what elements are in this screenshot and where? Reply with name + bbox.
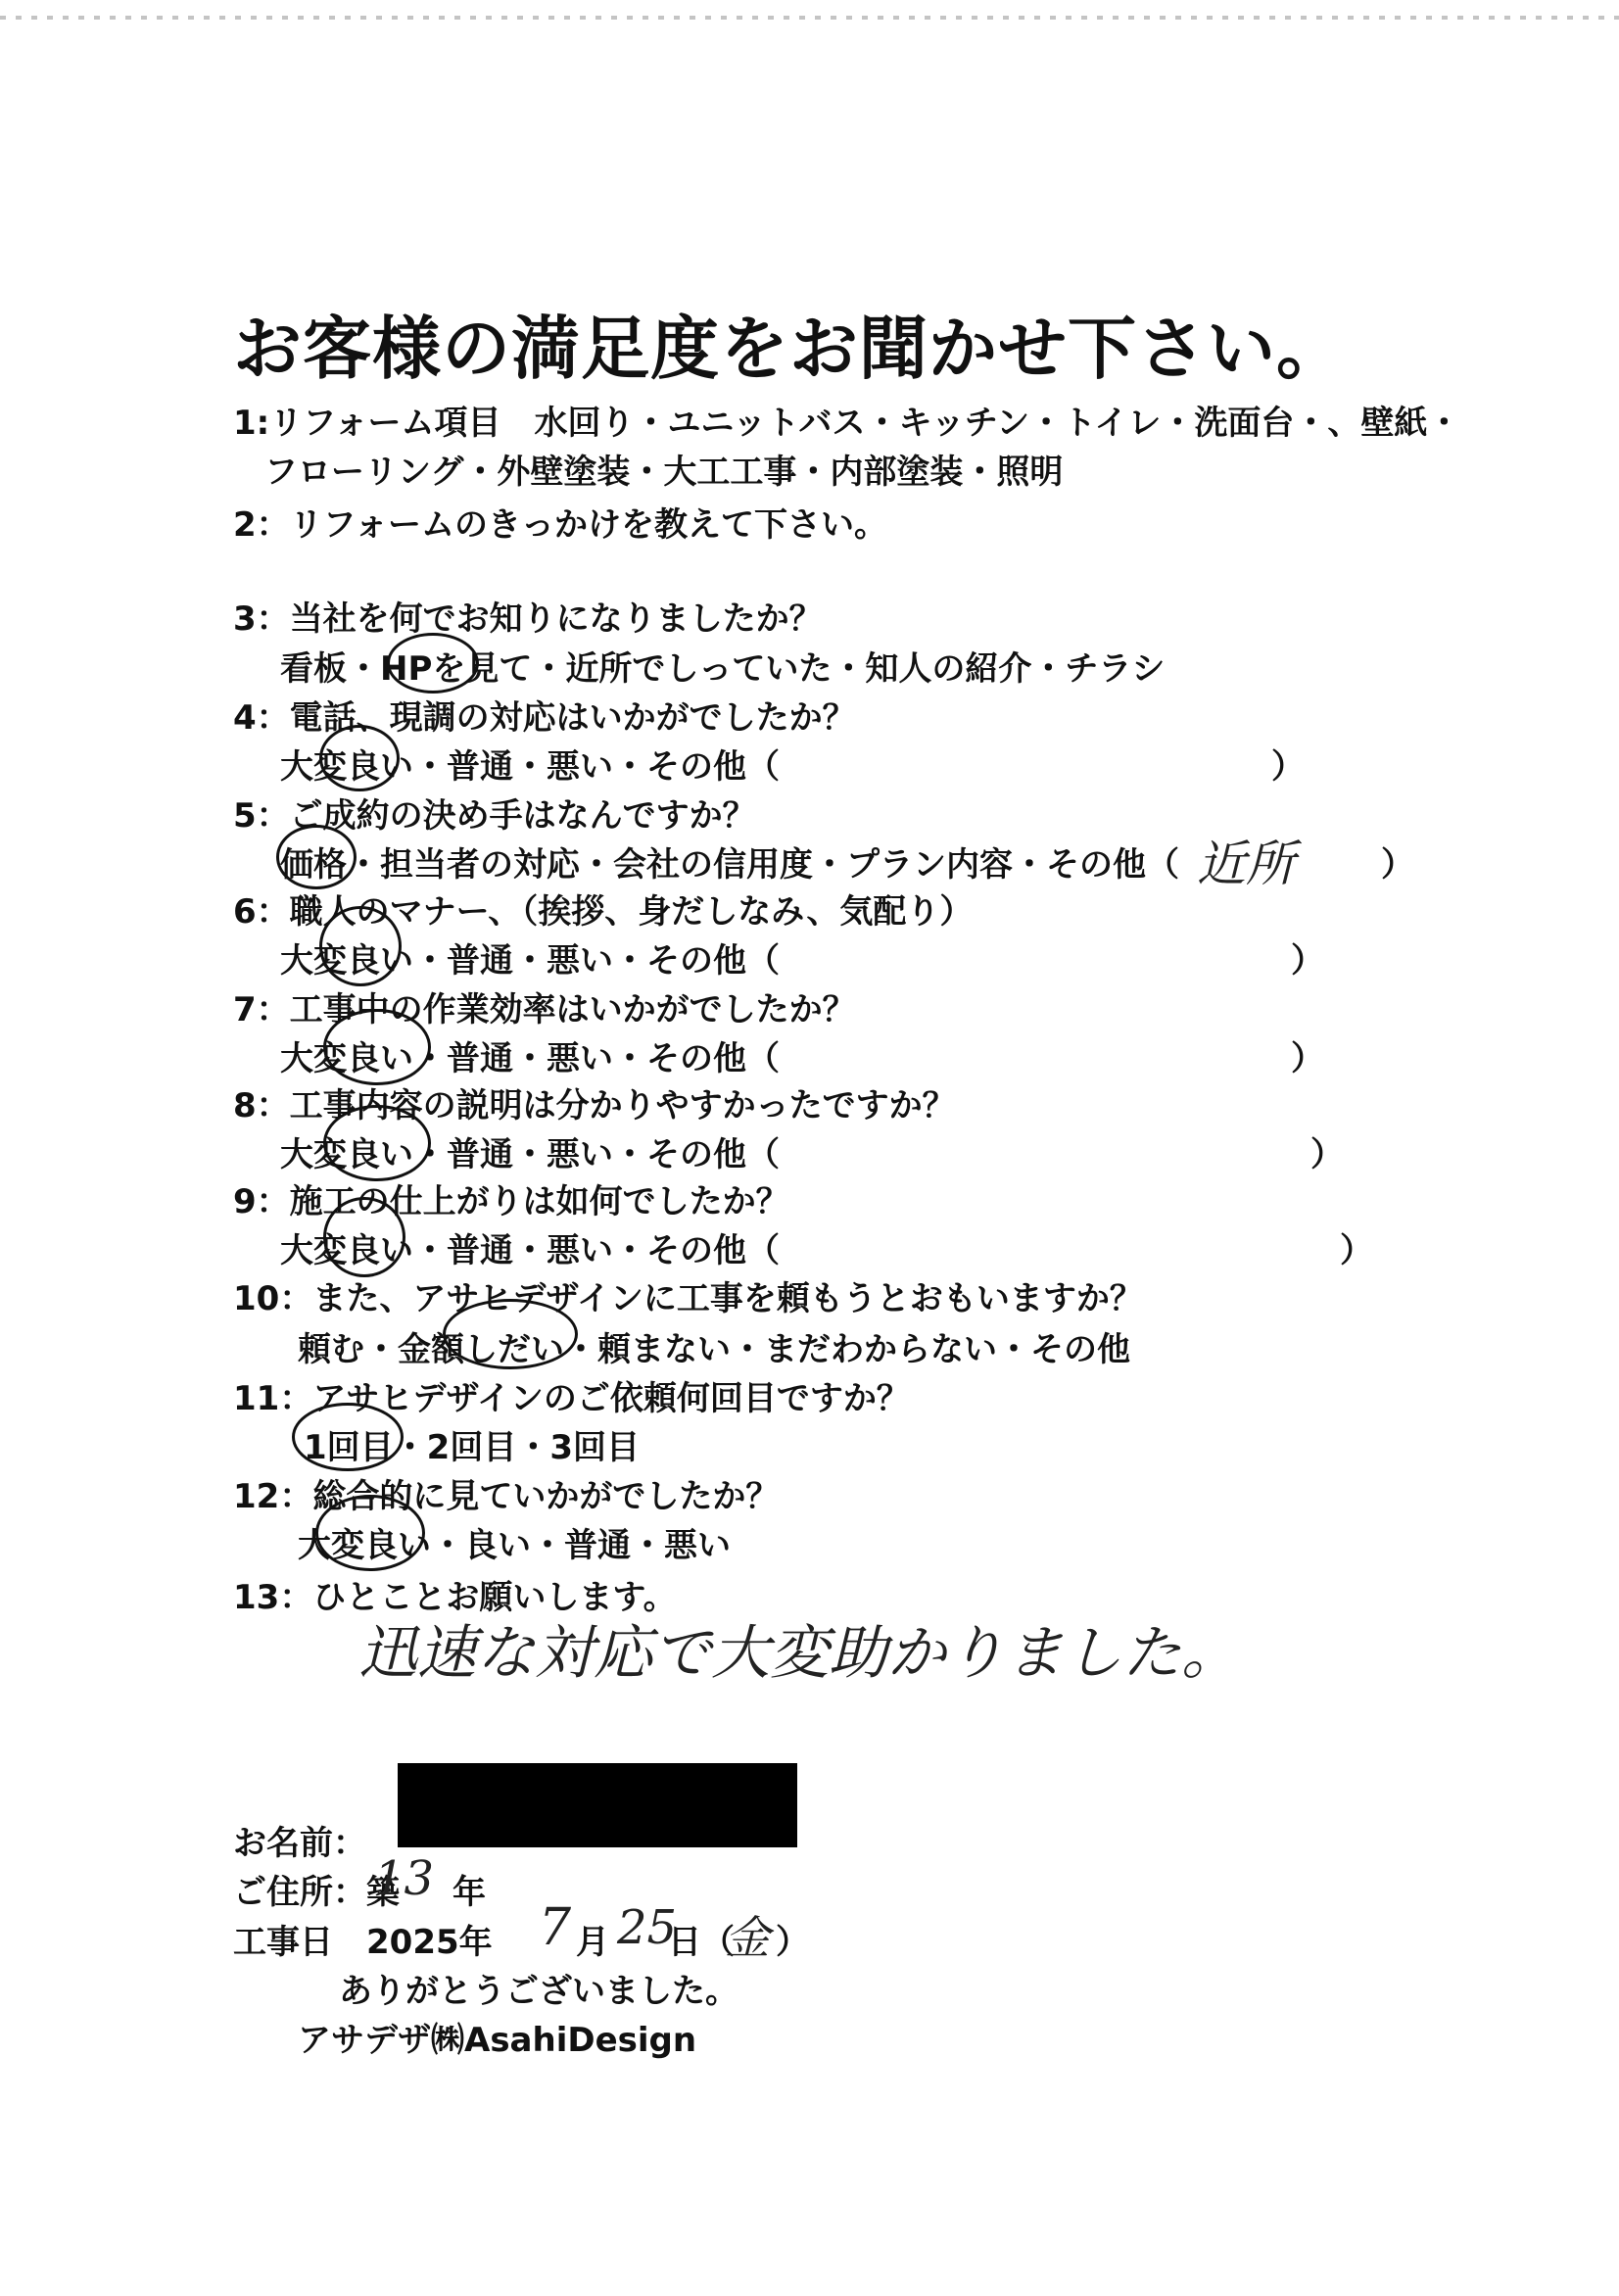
question-7: 7：工事中の作業効率はいかがでしたか？ (233, 990, 856, 1029)
question-9-options: 大変良い・普通・悪い・その他（ (280, 1231, 780, 1270)
question-7-options: 大変良い・普通・悪い・その他（ (280, 1039, 780, 1078)
answer-circle (319, 725, 400, 791)
question-2: 2：リフォームのきっかけを教えて下さい。 (233, 505, 887, 545)
close-paren: ） (1381, 845, 1414, 885)
answer-circle (276, 825, 357, 889)
question-5: 5：ご成約の決め手はなんですか？ (233, 796, 756, 836)
handwritten-day: 25 (617, 1900, 678, 1955)
answer-circle (315, 1495, 425, 1571)
weekday-close: ） (776, 1923, 809, 1962)
handwritten-years: 13 (374, 1851, 435, 1906)
answer-circle (323, 1105, 431, 1181)
answer-circle (443, 1299, 578, 1369)
close-paren: ） (1271, 747, 1305, 787)
question-5-options: 価格・担当者の対応・会社の信用度・プラン内容・その他（ (280, 845, 1179, 885)
question-4-options: 大変良い・普通・悪い・その他（ (280, 747, 780, 787)
question-1: 1:リフォーム項目 水回り・ユニットバス・キッチン・トイレ・洗面台・、壁紙・ (233, 404, 1461, 443)
close-paren: ） (1291, 1039, 1324, 1078)
month-suffix: 月 (576, 1923, 609, 1962)
answer-circle (323, 1009, 431, 1085)
company-name: アサデザ㈱AsahiDesign (298, 2021, 697, 2060)
question-10: 10：また、アサヒデザインに工事を頼もうとおもいますか？ (233, 1279, 1143, 1318)
answer-circle (292, 1403, 404, 1471)
redacted-name (398, 1763, 797, 1847)
close-paren: ） (1340, 1231, 1373, 1270)
address-label: ご住所：築 (233, 1873, 400, 1912)
handwritten-answer: 近所 (1197, 836, 1295, 892)
scan-artifact (0, 16, 1619, 20)
question-12-options: 大変良い・良い・普通・悪い (298, 1526, 731, 1565)
question-6: 6：職人のマナー、（挨拶、身だしなみ、気配り） (233, 892, 974, 932)
handwritten-comment: 迅速な対応で大変助かりました。 (358, 1619, 1240, 1688)
question-11-options: 1回目・2回目・3回目 (304, 1428, 640, 1467)
day-suffix: 日（ (668, 1923, 735, 1962)
answer-circle (323, 1197, 405, 1277)
question-1-line2: フローリング・外壁塗装・大工工事・内部塗装・照明 (264, 453, 1064, 492)
date-label: 工事日 2025年 (233, 1923, 493, 1962)
question-8-options: 大変良い・普通・悪い・その他（ (280, 1135, 780, 1174)
question-4: 4：電話、現調の対応はいかがでしたか？ (233, 698, 856, 738)
close-paren: ） (1291, 941, 1324, 981)
question-13: 13：ひとことお願いします。 (233, 1578, 677, 1617)
question-10-options: 頼む・金額しだい・頼まない・まだわからない・その他 (298, 1330, 1130, 1369)
question-3: 3：当社を何でお知りになりましたか？ (233, 599, 823, 639)
question-9: 9：施工の仕上がりは如何でしたか？ (233, 1182, 789, 1221)
question-8: 8：工事内容の説明は分かりやすかったですか？ (233, 1086, 956, 1125)
question-11: 11：アサヒデザインのご依頼何回目ですか？ (233, 1379, 910, 1418)
name-label: お名前： (233, 1824, 366, 1863)
page-title: お客様の満足度をお聞かせ下さい。 (233, 309, 1346, 389)
question-6-options: 大変良い・普通・悪い・その他（ (280, 941, 780, 981)
answer-circle (387, 633, 479, 694)
question-12: 12：総合的に見ていかがでしたか？ (233, 1477, 780, 1516)
answer-circle (319, 906, 402, 986)
address-suffix: 年 (452, 1873, 486, 1912)
question-3-options: 看板・HPを見て・近所でしっていた・知人の紹介・チラシ (280, 649, 1166, 689)
thanks-message: ありがとうございました。 (339, 1972, 738, 2011)
handwritten-month: 7 (539, 1898, 572, 1957)
close-paren: ） (1310, 1135, 1344, 1174)
handwritten-weekday: 金 (725, 1911, 770, 1964)
